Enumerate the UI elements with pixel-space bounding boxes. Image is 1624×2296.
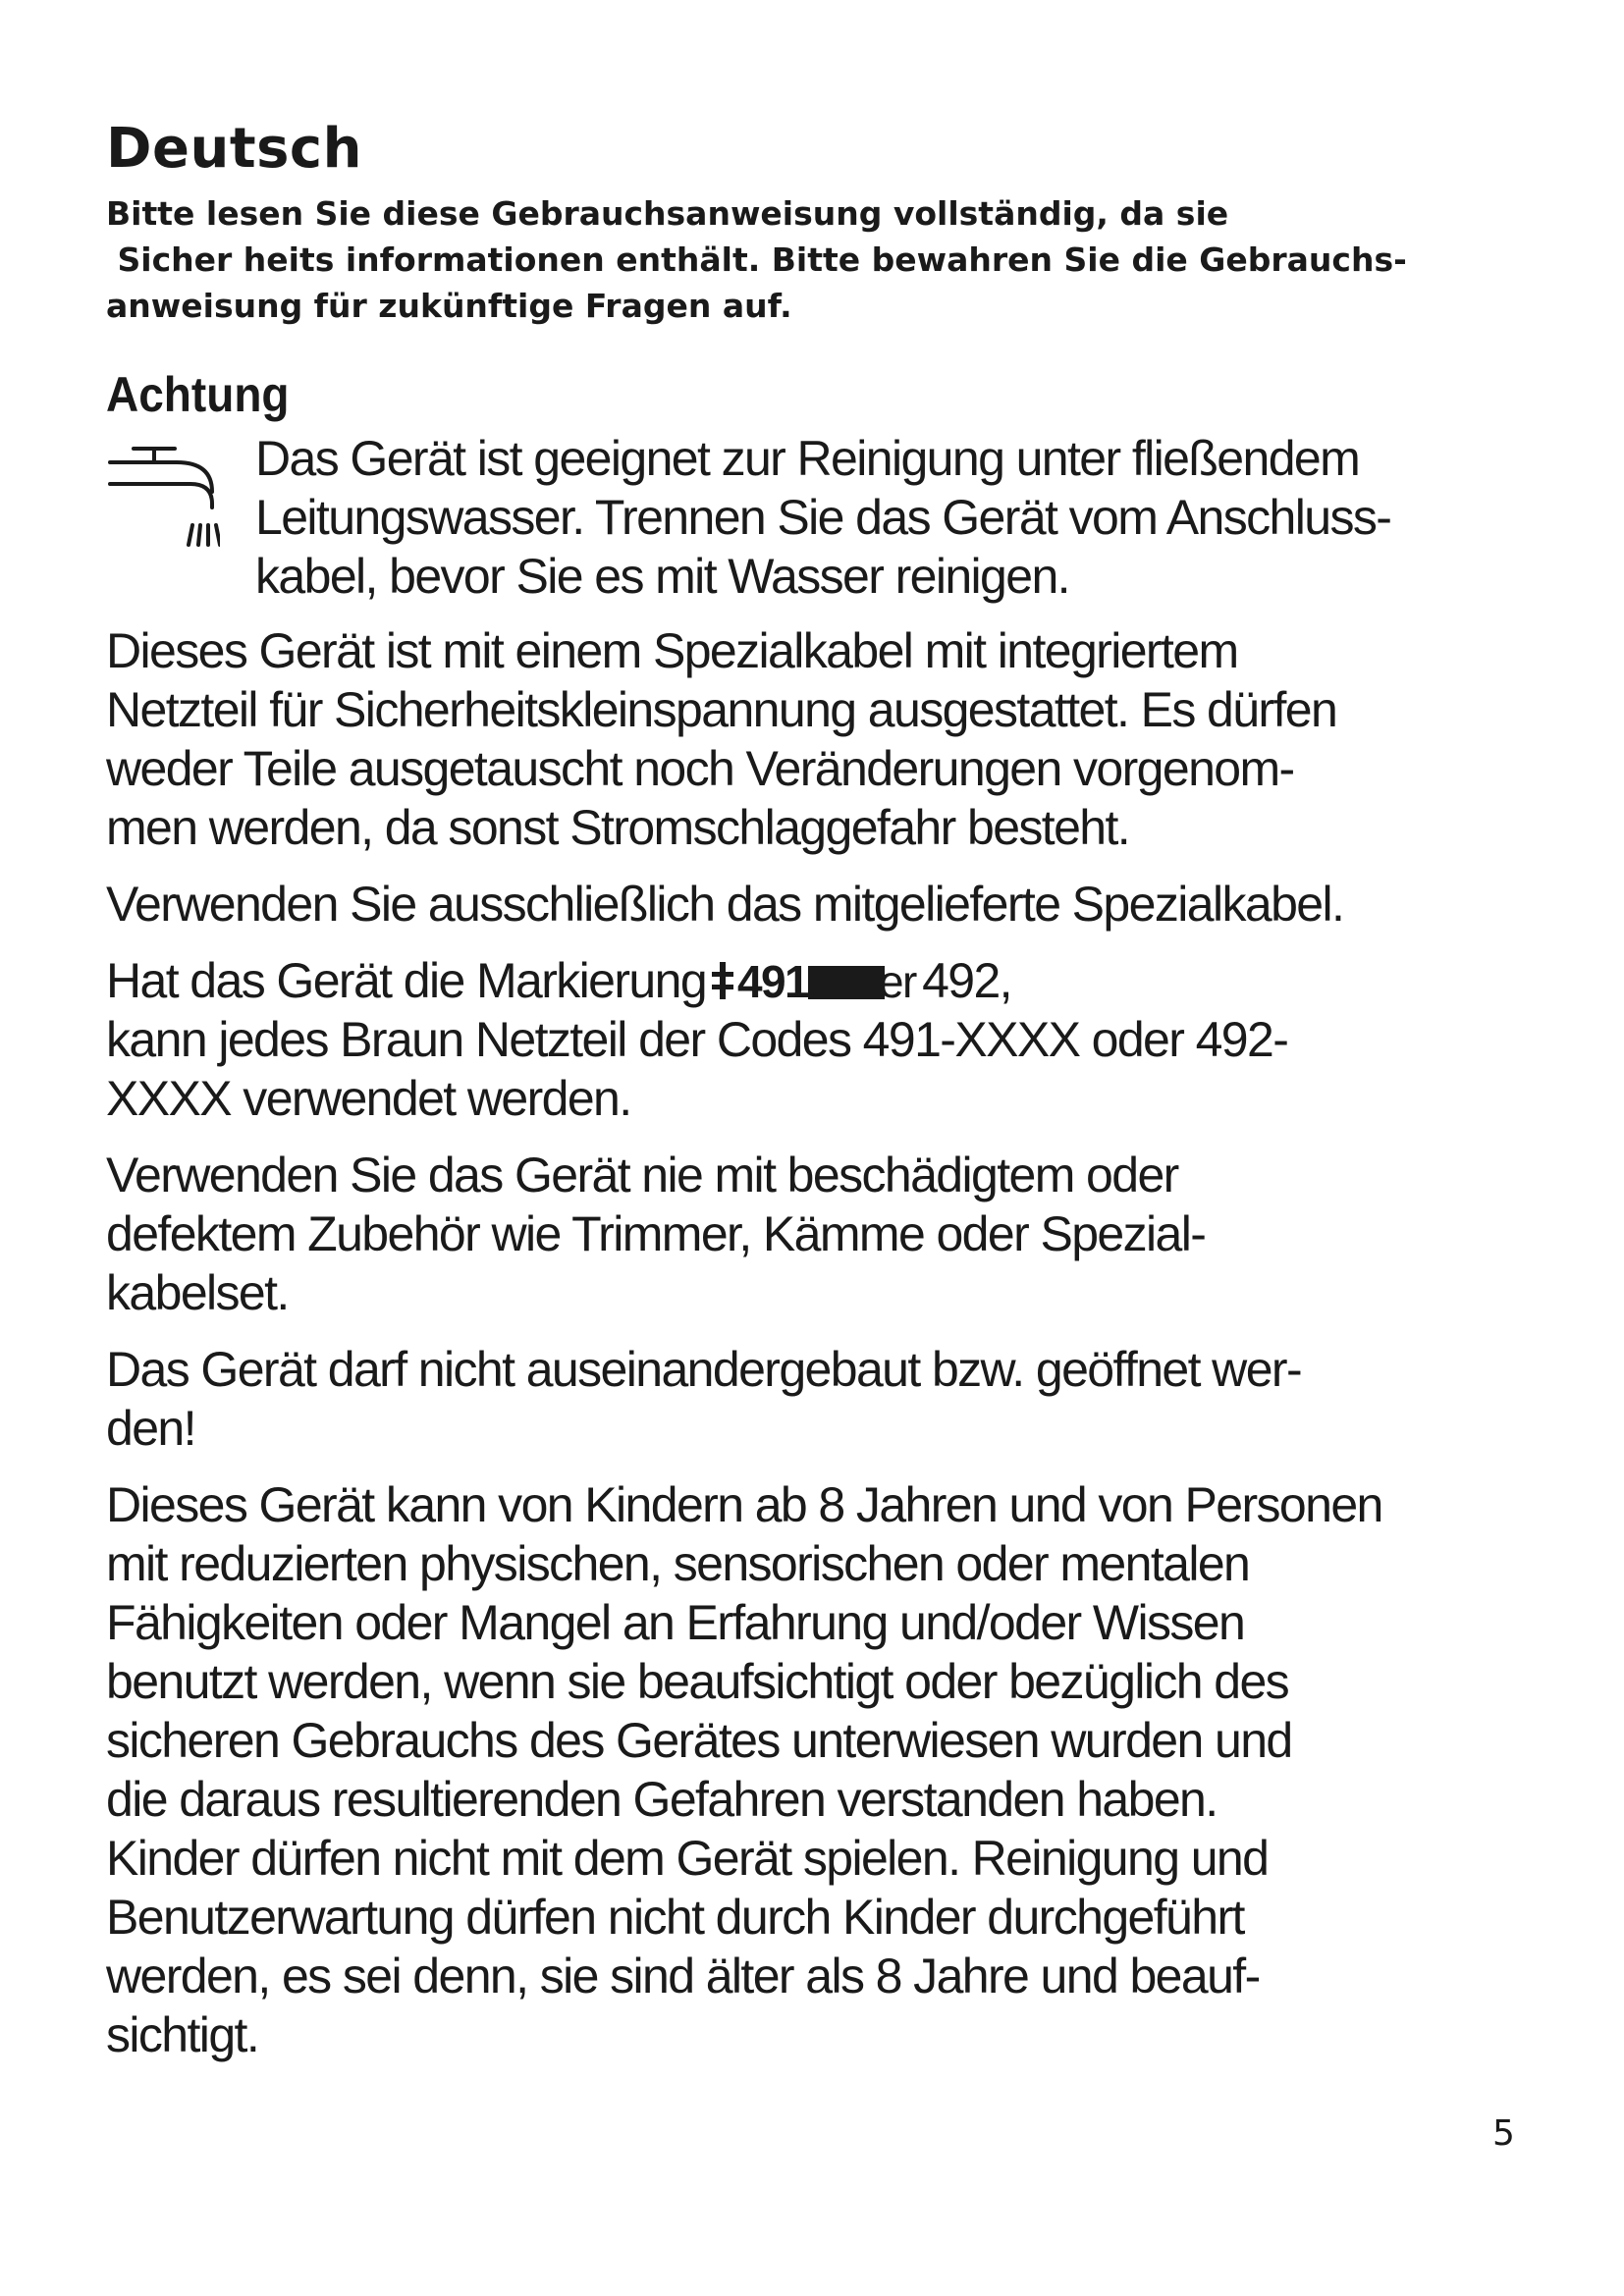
marking-text-before: Hat das Gerät die Markierung (106, 953, 707, 1008)
marking-symbol-icon (710, 960, 918, 1001)
paragraph-line: men werden, da sonst Stromschlaggefahr besteht. (106, 800, 1130, 855)
warning-line: Das Gerät ist geeignet zur Reinigung unter fließendem (255, 431, 1360, 486)
paragraph-marking (106, 951, 1540, 1128)
paragraph-line: Benutzerwartung dürfen nicht durch Kinder durchgeführt (106, 1890, 1244, 1945)
paragraph-use-supplied-cable (106, 875, 1540, 934)
paragraph-line: werden, es sei denn, sie sind älter als 8 Jahre und beauf- (106, 1949, 1260, 2003)
marking-text-after: 492, (922, 953, 1011, 1008)
paragraph-damaged-accessories (106, 1146, 1540, 1322)
intro-line: Sicher heits informationen enthält. Bitte bewahren Sie die Gebrauchs- (106, 240, 1407, 279)
paragraph-line: Das Gerät darf nicht auseinandergebaut bzw. geöffnet wer- (106, 1342, 1302, 1397)
paragraph-line: kann jedes Braun Netzteil der Codes 491-XXXX oder 492- (106, 1012, 1288, 1067)
paragraph-line: Netzteil für Sicherheitskleinspannung ausgestattet. Es dürfen (106, 682, 1337, 737)
language-heading: Deutsch (106, 117, 362, 181)
paragraph-line: mit reduzierten physischen, sensorischen oder mentalen (106, 1536, 1250, 1591)
paragraph-line: Kinder dürfen nicht mit dem Gerät spielen. Reinigung und (106, 1831, 1269, 1886)
paragraph-line: sicheren Gebrauchs des Gerätes unterwiesen wurden und (106, 1713, 1292, 1768)
paragraph-children-safety (106, 1475, 1540, 2064)
paragraph-special-cable (106, 621, 1540, 857)
paragraph-line: Verwenden Sie das Gerät nie mit beschädigtem oder (106, 1148, 1178, 1202)
paragraph-line: kabelset. (106, 1265, 289, 1320)
marking-line (106, 951, 1540, 1010)
paragraph-line: XXXX verwendet werden. (106, 1071, 631, 1126)
paragraph-line: Dieses Gerät ist mit einem Spezialkabel mit integriertem (106, 623, 1238, 678)
paragraph-line: den! (106, 1401, 195, 1456)
svg-text:er: er (879, 960, 916, 1001)
warning-line: kabel, bevor Sie es mit Wasser reinigen. (255, 549, 1069, 604)
paragraph-line: Fähigkeiten oder Mangel an Erfahrung und/oder Wissen (106, 1595, 1245, 1650)
intro-line: Bitte lesen Sie diese Gebrauchsanweisung vollständig, da sie (106, 194, 1229, 233)
intro-notice (106, 190, 1540, 329)
paragraph-do-not-open (106, 1340, 1540, 1458)
paragraph-line: Dieses Gerät kann von Kindern ab 8 Jahren und von Personen (106, 1477, 1382, 1532)
paragraph-line: defektem Zubehör wie Trimmer, Kämme oder Spezial- (106, 1206, 1206, 1261)
paragraph-line: benutzt werden, wenn sie beaufsichtigt oder bezüglich des (106, 1654, 1289, 1709)
water-cleaning-notice (106, 429, 1540, 606)
warning-heading: Achtung (106, 367, 290, 422)
intro-line: anweisung für zukünftige Fragen auf. (106, 287, 792, 325)
page-number: 5 (1492, 2113, 1515, 2154)
paragraph-line: Verwenden Sie ausschließlich das mitgelieferte Spezialkabel. (106, 877, 1344, 932)
warning-text (255, 429, 1540, 606)
warning-line: Leitungswasser. Trennen Sie das Gerät vom Anschluss- (255, 490, 1391, 545)
tap-water-icon (106, 443, 220, 551)
manual-page (106, 116, 1540, 2064)
paragraph-line: die daraus resultierenden Gefahren verstanden haben. (106, 1772, 1218, 1827)
paragraph-line: weder Teile ausgetauscht noch Veränderungen vorgenom- (106, 741, 1294, 796)
paragraph-line: sichtigt. (106, 2007, 259, 2062)
svg-text:491: 491 (737, 960, 809, 1001)
